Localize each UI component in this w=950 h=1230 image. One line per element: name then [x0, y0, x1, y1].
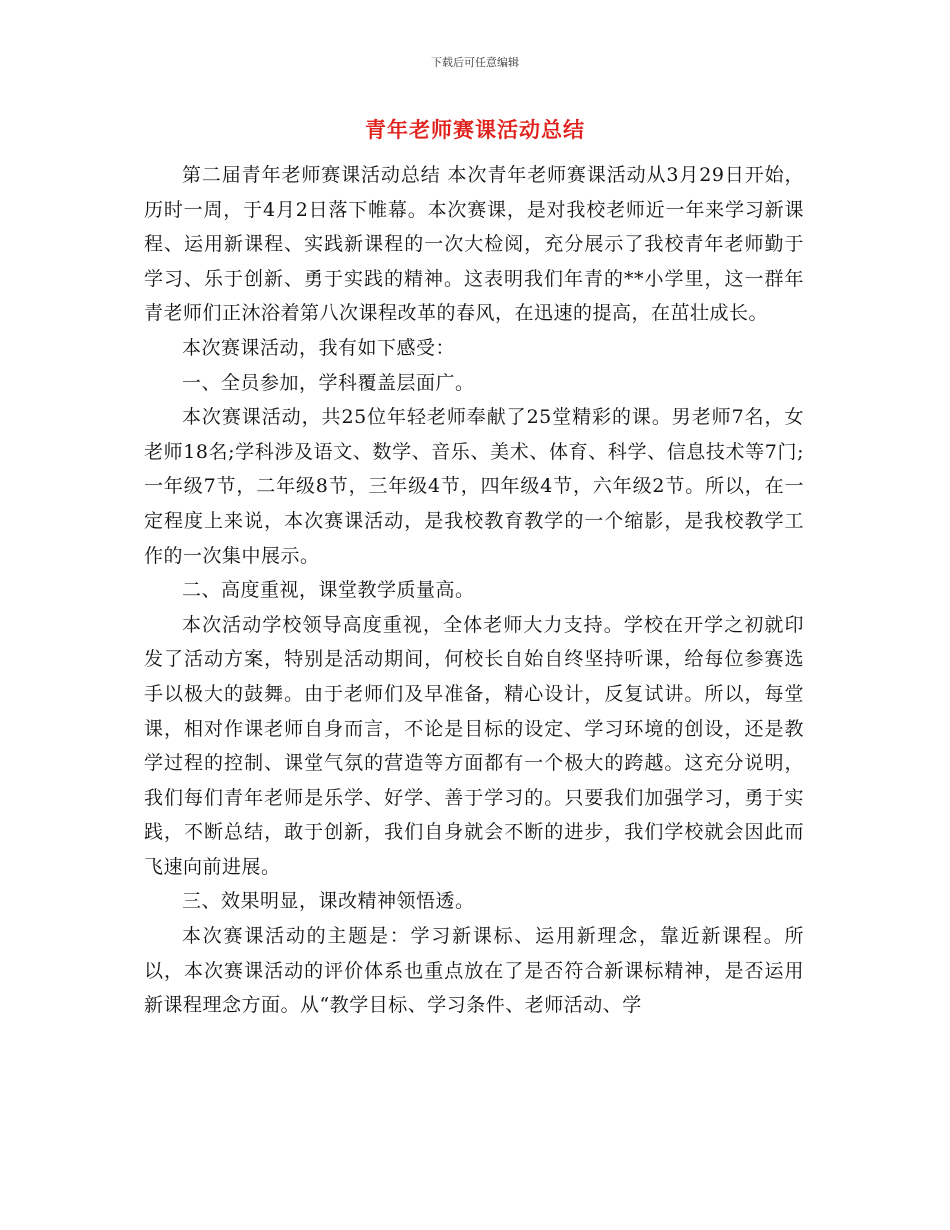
paragraph-intro: 第二届青年老师赛课活动总结 本次青年老师赛课活动从3月29日开始，历时一周，于4月2日落下帷幕。本次赛课，是对我校老师近一年来学习新课程、运用新课程、实践新课程的一次大检阅，充分展示了我校青年老师勤于学习、乐于创新、勇于实践的精神。这表明我们年青的**小学里，这一群年青老师们正沐浴着第八次课程改革的春风，在迅速的提高，在茁壮成长。	[144, 164, 804, 325]
paragraph-feelings: 本次赛课活动，我有如下感受：	[182, 336, 456, 359]
document-title: 青年老师赛课活动总结	[365, 118, 585, 142]
section-heading-3: 三、效果明显，课改精神领悟透。	[182, 890, 475, 913]
paragraph-section-2: 本次活动学校领导高度重视，全体老师大力支持。学校在开学之初就印发了活动方案，特别是活动期间，何校长自始自终坚持听课，给每位参赛选手以极大的鼓舞。由于老师们及早准备，精心设计，反复试讲。所以，每堂课，相对作课老师自身而言，不论是目标的设定、学习环境的创设，还是教学过程的控制、课堂气氛的营造等方面都有一个极大的跨越。这充分说明，我们每们青年老师是乐学、好学、善于学习的。只要我们加强学习，勇于实践，不断总结，敢于创新，我们自身就会不断的进步，我们学校就会因此而飞速向前进展。	[144, 613, 804, 878]
section-heading-2: 二、高度重视，课堂教学质量高。	[182, 579, 475, 602]
paragraph-section-1: 本次赛课活动，共25位年轻老师奉献了25堂精彩的课。男老师7名，女老师18名;学科涉及语文、数学、音乐、美术、体育、科学、信息技术等7门;一年级7节，二年级8节，三年级4节，四年级4节，六年级2节。所以，在一定程度上来说，本次赛课活动，是我校教育教学的一个缩影，是我校教学工作的一次集中展示。	[144, 406, 804, 567]
section-heading-1: 一、全员参加，学科覆盖层面广。	[182, 371, 475, 394]
header-note: 下载后可任意编辑	[431, 56, 519, 69]
paragraph-section-3: 本次赛课活动的主题是：学习新课标、运用新理念，靠近新课程。所以，本次赛课活动的评价体系也重点放在了是否符合新课标精神，是否运用新课程理念方面。从“教学目标、学习条件、老师活动、学	[144, 925, 804, 1017]
document-body	[144, 158, 804, 1023]
